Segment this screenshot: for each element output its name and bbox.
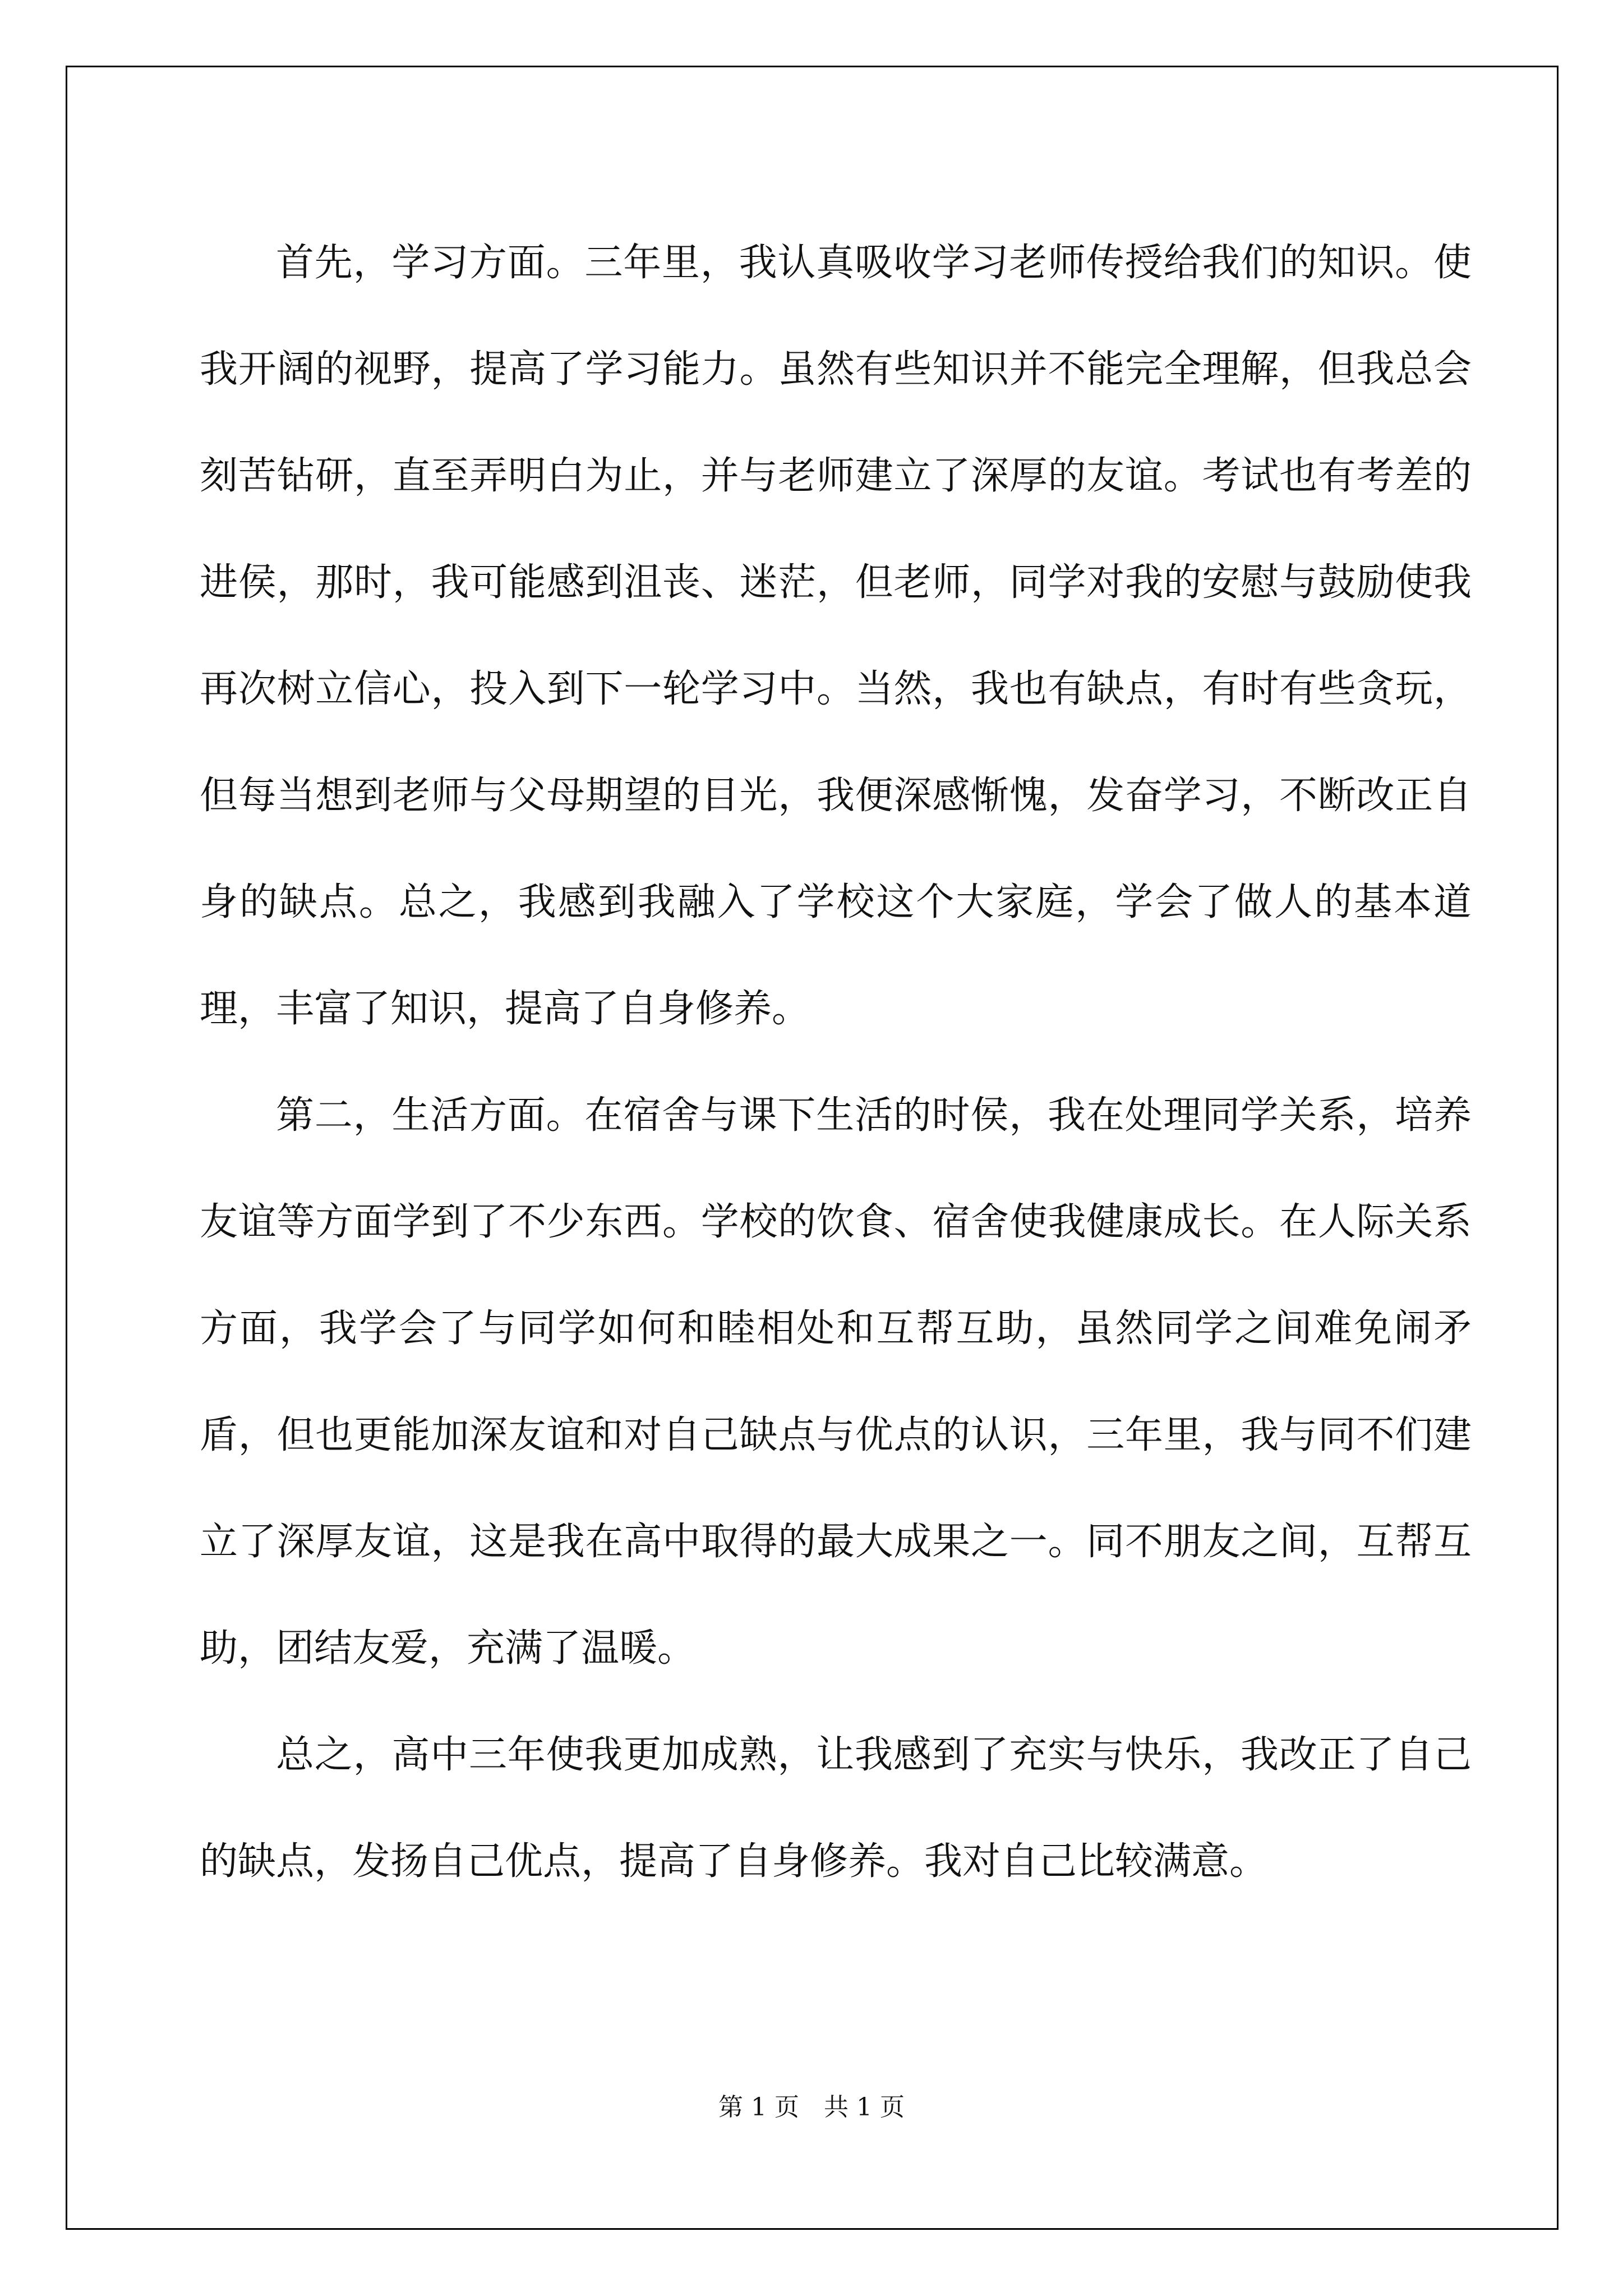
document-body — [200, 210, 1472, 1915]
paragraph-study: 首先，学习方面。三年里，我认真吸收学习老师传授给我们的知识。使我开阔的视野，提高了学习能力。虽然有些知识并不能完全理解，但我总会刻苦钻研，直至弄明白为止，并与老师建立了深厚的友谊。考试也有考差的进侯，那时，我可能感到沮丧、迷茫，但老师，同学对我的安慰与鼓励使我再次树立信心，投入到下一轮学习中。当然，我也有缺点，有时有些贪玩，但每当想到老师与父母期望的目光，我便深感惭愧，发奋学习，不断改正自身的缺点。总之，我感到我融入了学校这个大家庭，学会了做人的基本道理，丰富了知识，提高了自身修养。 — [200, 241, 1472, 1031]
paragraph-life: 第二，生活方面。在宿舍与课下生活的时侯，我在处理同学关系，培养友谊等方面学到了不少东西。学校的饮食、宿舍使我健康成长。在人际关系方面，我学会了与同学如何和睦相处和互帮互助，虽然同学之间难免闹矛盾，但也更能加深友谊和对自己缺点与优点的认识，三年里，我与同不们建立了深厚友谊，这是我在高中取得的最大成果之一。同不朋友之间，互帮互助，团结友爱，充满了温暖。 — [200, 1093, 1472, 1671]
paragraph-summary: 总之，高中三年使我更加成熟，让我感到了充实与快乐，我改正了自己的缺点，发扬自己优点，提高了自身修养。我对自己比较满意。 — [200, 1733, 1472, 1884]
page-number-footer: 第 1 页 共 1 页 — [718, 2093, 905, 2122]
